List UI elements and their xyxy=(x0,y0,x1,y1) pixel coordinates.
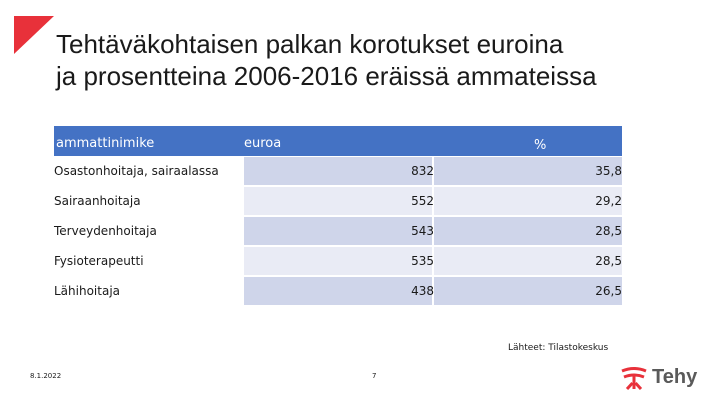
row-name: Sairaanhoitaja xyxy=(54,194,141,208)
row-name: Fysioterapeutti xyxy=(54,254,144,268)
footer-date: 8.1.2022 xyxy=(30,372,62,380)
row-euro: 438 xyxy=(411,284,434,298)
table-row xyxy=(54,246,622,276)
table-row xyxy=(54,216,622,246)
header-cell-values-bg xyxy=(242,126,622,156)
tehy-logo-icon xyxy=(620,366,648,390)
row-pct: 29,2 xyxy=(595,194,622,208)
row-euro: 552 xyxy=(411,194,434,208)
row-name: Osastonhoitaja, sairaalassa xyxy=(54,164,219,178)
source-note: Lähteet: Tilastokeskus xyxy=(508,343,609,353)
table-row xyxy=(54,276,622,306)
tehy-logo xyxy=(620,366,704,392)
logo-text: Tehy xyxy=(652,366,698,388)
row-euro: 832 xyxy=(411,164,434,178)
table-row xyxy=(54,156,622,186)
salary-table xyxy=(54,126,622,306)
row-pct: 35,8 xyxy=(595,164,622,178)
row-name: Terveydenhoitaja xyxy=(54,224,157,238)
slide-title xyxy=(56,28,696,92)
row-euro: 543 xyxy=(411,224,434,238)
header-euro: euroa xyxy=(244,136,282,151)
row-euro: 535 xyxy=(411,254,434,268)
row-pct: 28,5 xyxy=(595,224,622,238)
header-name: ammattinimike xyxy=(56,136,155,151)
row-pct: 28,5 xyxy=(595,254,622,268)
table-row xyxy=(54,186,622,216)
page-number: 7 xyxy=(372,372,377,380)
table-header xyxy=(54,126,622,156)
row-name: Lähihoitaja xyxy=(54,284,121,298)
red-corner-mark-icon xyxy=(14,16,54,54)
row-pct: 26,5 xyxy=(595,284,622,298)
header-pct: % xyxy=(534,138,547,153)
title-line-1: Tehtäväkohtaisen palkan korotukset euroina xyxy=(56,29,564,59)
title-line-2: ja prosentteina 2006-2016 eräissä ammateissa xyxy=(56,61,597,91)
